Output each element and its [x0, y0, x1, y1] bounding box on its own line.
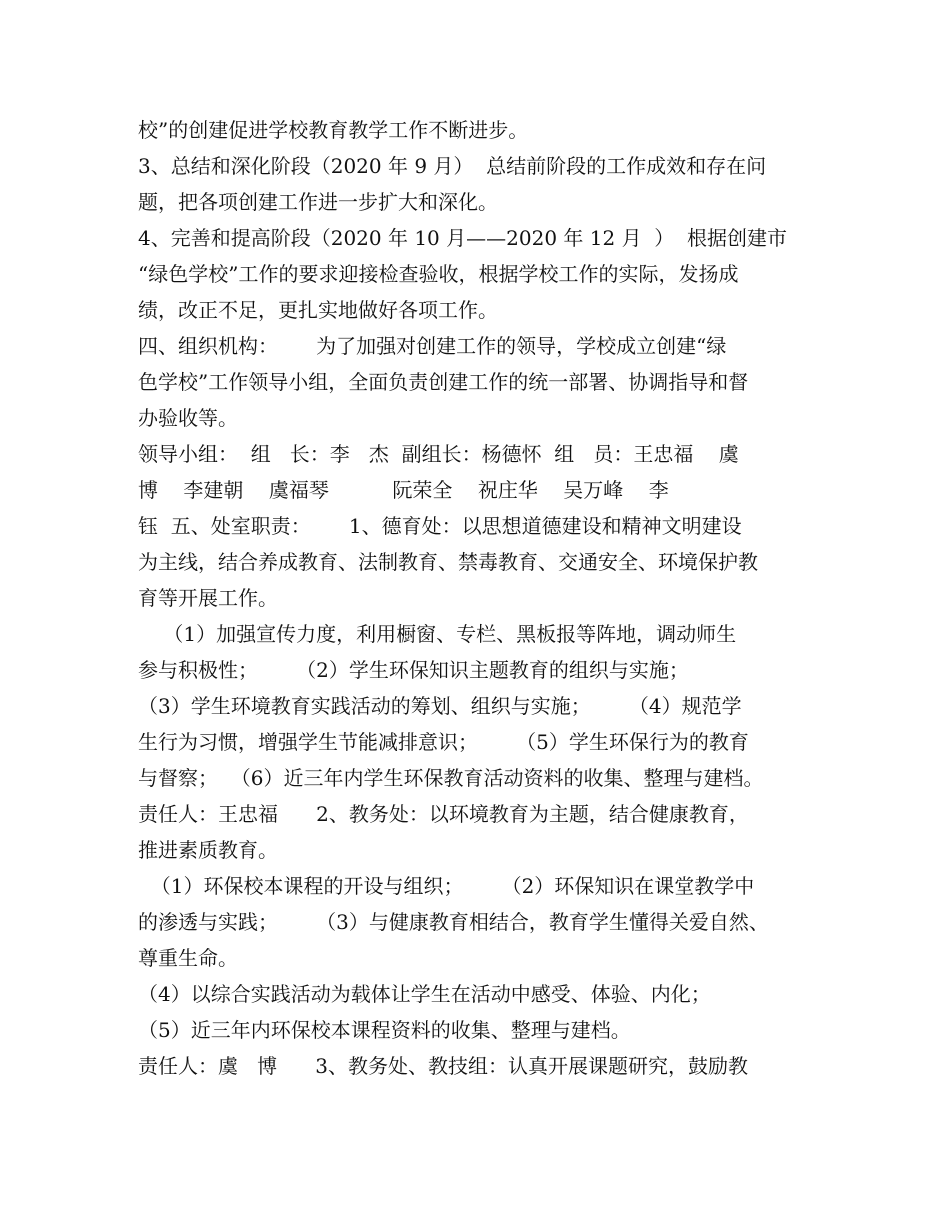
text-line: 责任人：虞 博 3、教务处、教技组：认真开展课题研究，鼓励教	[138, 1054, 748, 1078]
text-line: 4、完善和提高阶段（2020 年 10 月——2020 年 12 月 ） 根据创建市	[138, 226, 787, 250]
text-line: 色学校”工作领导小组，全面负责创建工作的统一部署、协调指导和督	[138, 370, 749, 394]
text-line: 为主线，结合养成教育、法制教育、禁毒教育、交通安全、环境保护教	[138, 550, 758, 574]
text-line: 办验收等。	[138, 406, 238, 430]
text-line: “绿色学校”工作的要求迎接检查验收，根据学校工作的实际，发扬成	[138, 262, 739, 286]
text-line: 尊重生命。	[138, 946, 238, 970]
text-line: 钰 五、处室职责： 1、德育处：以思想道德建设和精神文明建设	[138, 514, 742, 538]
text-line: （1）加强宣传力度，利用橱窗、专栏、黑板报等阵地，调动师生	[138, 622, 737, 646]
text-line: 生行为习惯，增强学生节能减排意识； （5）学生环保行为的教育	[138, 730, 749, 754]
text-line: （5）近三年内环保校本课程资料的收集、整理与建档。	[138, 1018, 631, 1042]
text-line: 博 李建朝 虞福琴 阮荣全 祝庄华 吴万峰 李	[138, 478, 669, 502]
text-line: 参与积极性； （2）学生环保知识主题教育的组织与实施；	[138, 658, 689, 682]
text-line: 四、组织机构： 为了加强对创建工作的领导，学校成立创建“绿	[138, 334, 727, 358]
text-line: 绩，改正不足，更扎实地做好各项工作。	[138, 298, 498, 322]
text-line: 的渗透与实践； （3）与健康教育相结合，教育学生懂得关爱自然、	[138, 910, 769, 934]
text-line: （3）学生环境教育实践活动的筹划、组织与实施； （4）规范学	[138, 694, 742, 718]
text-line: 责任人：王忠福 2、教务处：以环境教育为主题，结合健康教育，	[138, 802, 749, 826]
text-line: 与督察； （6）近三年内学生环保教育活动资料的收集、整理与建档。	[138, 766, 764, 790]
text-line: 校”的创建促进学校教育教学工作不断进步。	[138, 118, 529, 142]
text-line: 3、总结和深化阶段（2020 年 9 月） 总结前阶段的工作成效和存在问	[138, 154, 767, 178]
text-line: 育等开展工作。	[138, 586, 278, 610]
text-line: 领导小组： 组 长：李 杰 副组长：杨德怀 组 员：王忠福 虞	[138, 442, 739, 466]
text-line: （1）环保校本课程的开设与组织； （2）环保知识在课堂教学中	[138, 874, 755, 898]
text-line: （4）以综合实践活动为载体让学生在活动中感受、体验、内化；	[138, 982, 711, 1006]
text-line: 题，把各项创建工作进一步扩大和深化。	[138, 190, 498, 214]
text-line: 推进素质教育。	[138, 838, 278, 862]
